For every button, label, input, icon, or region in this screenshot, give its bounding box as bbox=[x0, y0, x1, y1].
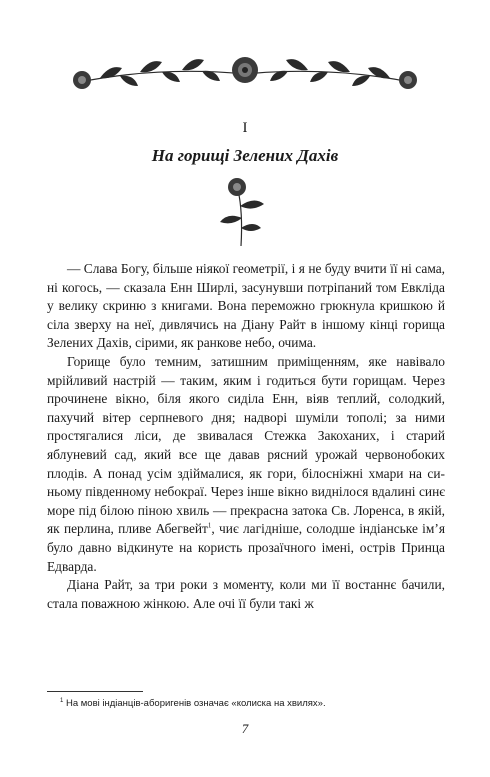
footnote bbox=[60, 695, 445, 710]
footnote-reference[interactable]: 1 bbox=[207, 521, 212, 530]
footnote-mark: 1 bbox=[60, 698, 64, 704]
body-text bbox=[47, 260, 445, 613]
paragraph-2: Горище було темним, затишним приміщенням, яке навівало мрійливий настрій — таким, яким і годиться бути горищам. Через прочинене вікно, біля якого сиділа Енн, віяв теплий, солодкий, пахучий вітер серпневого дня; надворі шуміли тополі; за ними простягалися ліси, де звивалася Стежка Закоханих, і старий яблуневий сад, який все ще давав рясний урожай червонобоких плодів. А понад усім здіймалися, як гори, білосніжні хмари на синьому південному небокраї. Через інше вікно виднілося вдалині синє море під білою піною хвиль — прекрасна затока Св. Лоренса, в якій, як перлина, пливе Абегвейт$^1$, чиє лагідніше, солодше індіанське ім’я було давно відкинуте на користь прозаїчного імені, острів Принца Едварда. bbox=[47, 353, 445, 574]
footnote-divider bbox=[47, 691, 143, 692]
paragraph-1: — Слава Богу, більше ніякої геометрії, і я не буду вчити її ні сама, ні когось, — сказала Енн Ширлі, засунувши потріпаний том Евкліда у велику скриню з книгами. Вона переможно грюкнула кришкою й сіла зверху на неї, дивлячись на Діану Райт в іншому кінці горища Зелених Дахів, сірими, як ранкове небо, очима. bbox=[47, 261, 445, 351]
chapter-number: I bbox=[242, 120, 248, 136]
paragraph-3: Діана Райт, за три роки з моменту, коли ми її востаннє бачили, стала поважною жінкою. Але очі її були такі ж bbox=[47, 577, 445, 611]
floral-vine-ornament-icon bbox=[70, 44, 420, 104]
page-number: 7 bbox=[241, 721, 249, 736]
single-flower-ornament-icon bbox=[205, 176, 285, 248]
chapter-title: На горищі Зелених Дахів bbox=[151, 146, 339, 165]
footnote-text: На мові індіанців-аборигенів означає «колиска на хвилях». bbox=[65, 698, 326, 710]
